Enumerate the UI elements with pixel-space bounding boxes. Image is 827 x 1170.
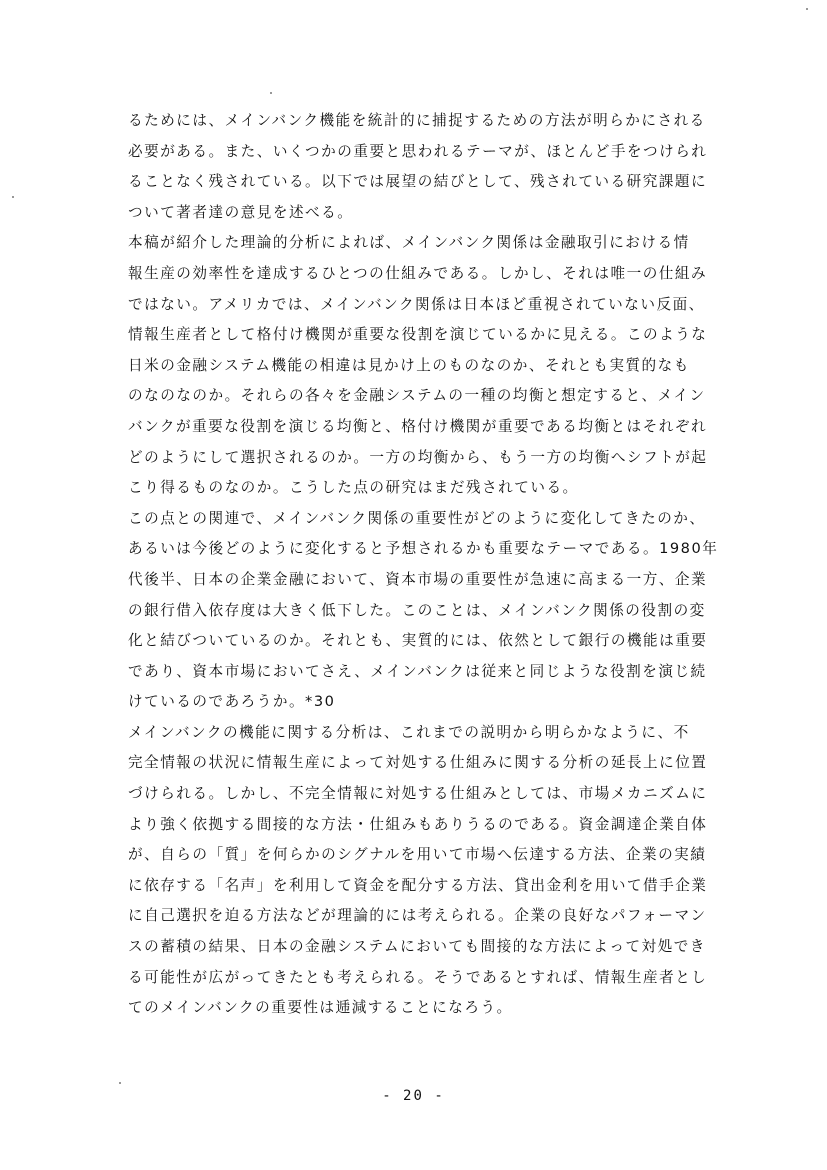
text-line: バンクが重要な役割を演じる均衡と、格付け機関が重要である均衡とはそれぞれ	[128, 417, 708, 435]
text-line: スの蓄積の結果、日本の金融システムにおいても間接的な方法によって対処でき	[128, 938, 706, 956]
text-line: この点との関連で、メインバンク関係の重要性がどのように変化してきたのか、	[128, 509, 706, 527]
page-number: - 20 -	[382, 1088, 445, 1104]
text-line: 代後半、日本の企業金融において、資本市場の重要性が急速に高まる一方、企業	[128, 570, 708, 588]
text-line: ることなく残されている。以下では展望の結びとして、残されている研究課題に	[128, 173, 708, 191]
text-line: 日米の金融システム機能の相違は見かけ上のものなのか、それとも実質的なも	[128, 356, 690, 374]
scan-speck	[806, 8, 808, 10]
text-line: てのメインバンクの重要性は逓減することになろう。	[128, 999, 513, 1017]
text-line: の銀行借入依存度は大きく低下した。このことは、メインバンク関係の役割の変	[128, 601, 706, 619]
text-line: ではない。アメリカでは、メインバンク関係は日本ほど重視されていない反面、	[128, 295, 705, 313]
scan-speck	[270, 92, 272, 94]
text-line: ついて著者達の意見を述べる。	[128, 203, 354, 221]
text-line: こり得るものなのか。こうした点の研究はまだ残されている。	[128, 479, 579, 497]
text-line: 情報生産者として格付け機関が重要な役割を演じているかに見える。このような	[128, 326, 708, 344]
text-line: る可能性が広がってきたとも考えられる。そうであるとすれば、情報生産者とし	[128, 968, 708, 986]
text-line: るためには、メインバンク機能を統計的に捕捉するための方法が明らかにされる	[128, 112, 706, 129]
scan-speck	[119, 1082, 121, 1084]
body-text	[128, 106, 728, 1024]
text-line: であり、資本市場においてさえ、メインバンクは従来と同じような役割を演じ続	[128, 662, 707, 680]
text-line: 報生産の効率性を達成するひとつの仕組みである。しかし、それは唯一の仕組み	[128, 264, 708, 282]
scan-speck	[12, 196, 14, 198]
text-line: に自己選択を迫る方法などが理論的には考えられる。企業の良好なパフォーマン	[128, 907, 707, 925]
text-line: より強く依拠する間接的な方法・仕組みもありうるのである。資金調達企業自体	[128, 815, 708, 833]
text-line: あるいは今後どのように変化すると予想されるかも重要なテーマである。1980年	[128, 540, 719, 558]
text-line: 必要がある。また、いくつかの重要と思われるテーマが、ほとんど手をつけられ	[128, 142, 708, 160]
text-line: メインバンクの機能に関する分析は、これまでの説明から明らかなように、不	[128, 723, 690, 741]
text-line: 完全情報の状況に情報生産によって対処する仕組みに関する分析の延長上に位置	[128, 754, 708, 772]
text-line: けているのであろうか。*30	[128, 693, 336, 711]
text-line: づけられる。しかし、不完全情報に対処する仕組みとしては、市場メカニズムに	[128, 785, 708, 803]
text-line: 本稿が紹介した理論的分析によれば、メインバンク関係は金融取引における情	[128, 234, 690, 252]
text-line: に依存する「名声」を利用して資金を配分する方法、貸出金利を用いて借手企業	[128, 876, 708, 894]
text-line: のなのなのか。それらの各々を金融システムの一種の均衡と想定すると、メイン	[128, 387, 706, 405]
text-line: どのようにして選択されるのか。一方の均衡から、もう一方の均衡へシフトが起	[128, 448, 708, 466]
text-line: が、自らの「質」を何らかのシグナルを用いて市場へ伝達する方法、企業の実績	[128, 846, 707, 864]
text-line: 化と結びついているのか。それとも、実質的には、依然として銀行の機能は重要	[128, 632, 708, 650]
